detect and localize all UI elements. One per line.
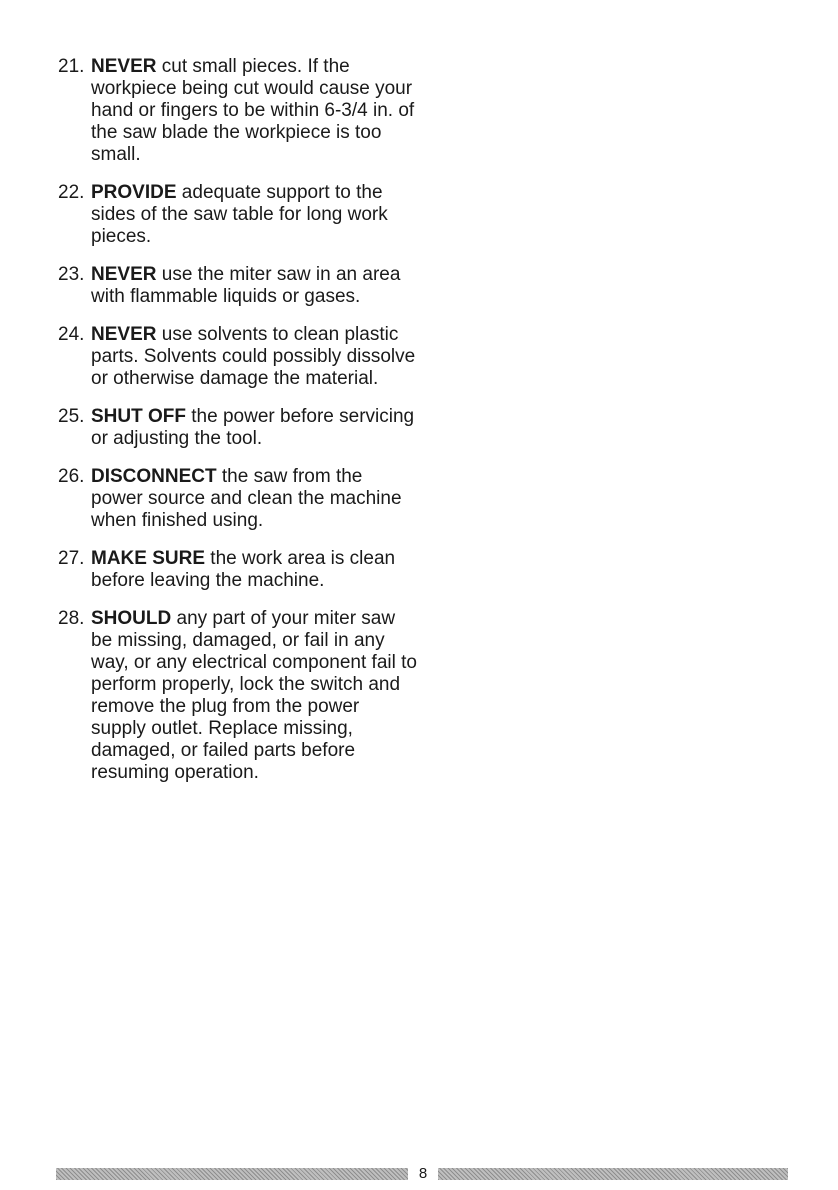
page-number: 8: [418, 1165, 428, 1182]
page-footer: [56, 1165, 788, 1183]
rule-text: use solvents to clean plastic parts. Solvents could possibly dissolve or otherwise damage the material.: [91, 324, 416, 389]
rule-number: 27.: [58, 548, 85, 569]
footer-rule-right: [438, 1168, 788, 1180]
rule-number: 23.: [58, 264, 85, 285]
safety-rule-25: [58, 406, 418, 450]
rule-keyword: NEVER: [91, 324, 157, 345]
rule-keyword: NEVER: [91, 56, 157, 77]
safety-rule-23: [58, 264, 418, 308]
rule-text: the work area is clean before leaving the machine.: [91, 548, 396, 591]
rule-keyword: PROVIDE: [91, 182, 177, 203]
safety-rule-22: [58, 182, 418, 248]
rule-keyword: SHUT OFF: [91, 406, 186, 427]
rule-number: 25.: [58, 406, 85, 427]
rule-keyword: NEVER: [91, 264, 157, 285]
rule-number: 21.: [58, 56, 85, 77]
safety-rule-24: [58, 324, 418, 390]
safety-rule-26: [58, 466, 418, 532]
rule-text: the saw from the power source and clean the machine when finished using.: [91, 466, 402, 531]
rule-text: use the miter saw in an area with flammable liquids or gases.: [91, 264, 401, 307]
rule-number: 26.: [58, 466, 85, 487]
rule-number: 28.: [58, 608, 85, 629]
safety-rule-21: [58, 56, 418, 166]
safety-rule-28: [58, 608, 418, 784]
safety-rules-list: [58, 56, 418, 800]
rule-keyword: DISCONNECT: [91, 466, 217, 487]
rule-keyword: SHOULD: [91, 608, 172, 629]
rule-number: 24.: [58, 324, 85, 345]
footer-rule-left: [56, 1168, 408, 1180]
rule-keyword: MAKE SURE: [91, 548, 206, 569]
rule-text: any part of your miter saw be missing, damaged, or fail in any way, or any electrical component fail to perform properly, lock the switch and remove the plug from the power supply outlet. Replace missing, damaged, or failed parts before resuming operation.: [91, 608, 417, 783]
rule-number: 22.: [58, 182, 85, 203]
safety-rule-27: [58, 548, 418, 592]
rule-text: the power before servicing or adjusting the tool.: [91, 406, 415, 449]
rule-text: adequate support to the sides of the saw table for long work pieces.: [91, 182, 388, 247]
rule-text: cut small pieces. If the workpiece being cut would cause your hand or fingers to be within 6-3/4 in. of the saw blade the workpiece is too small.: [91, 56, 415, 165]
